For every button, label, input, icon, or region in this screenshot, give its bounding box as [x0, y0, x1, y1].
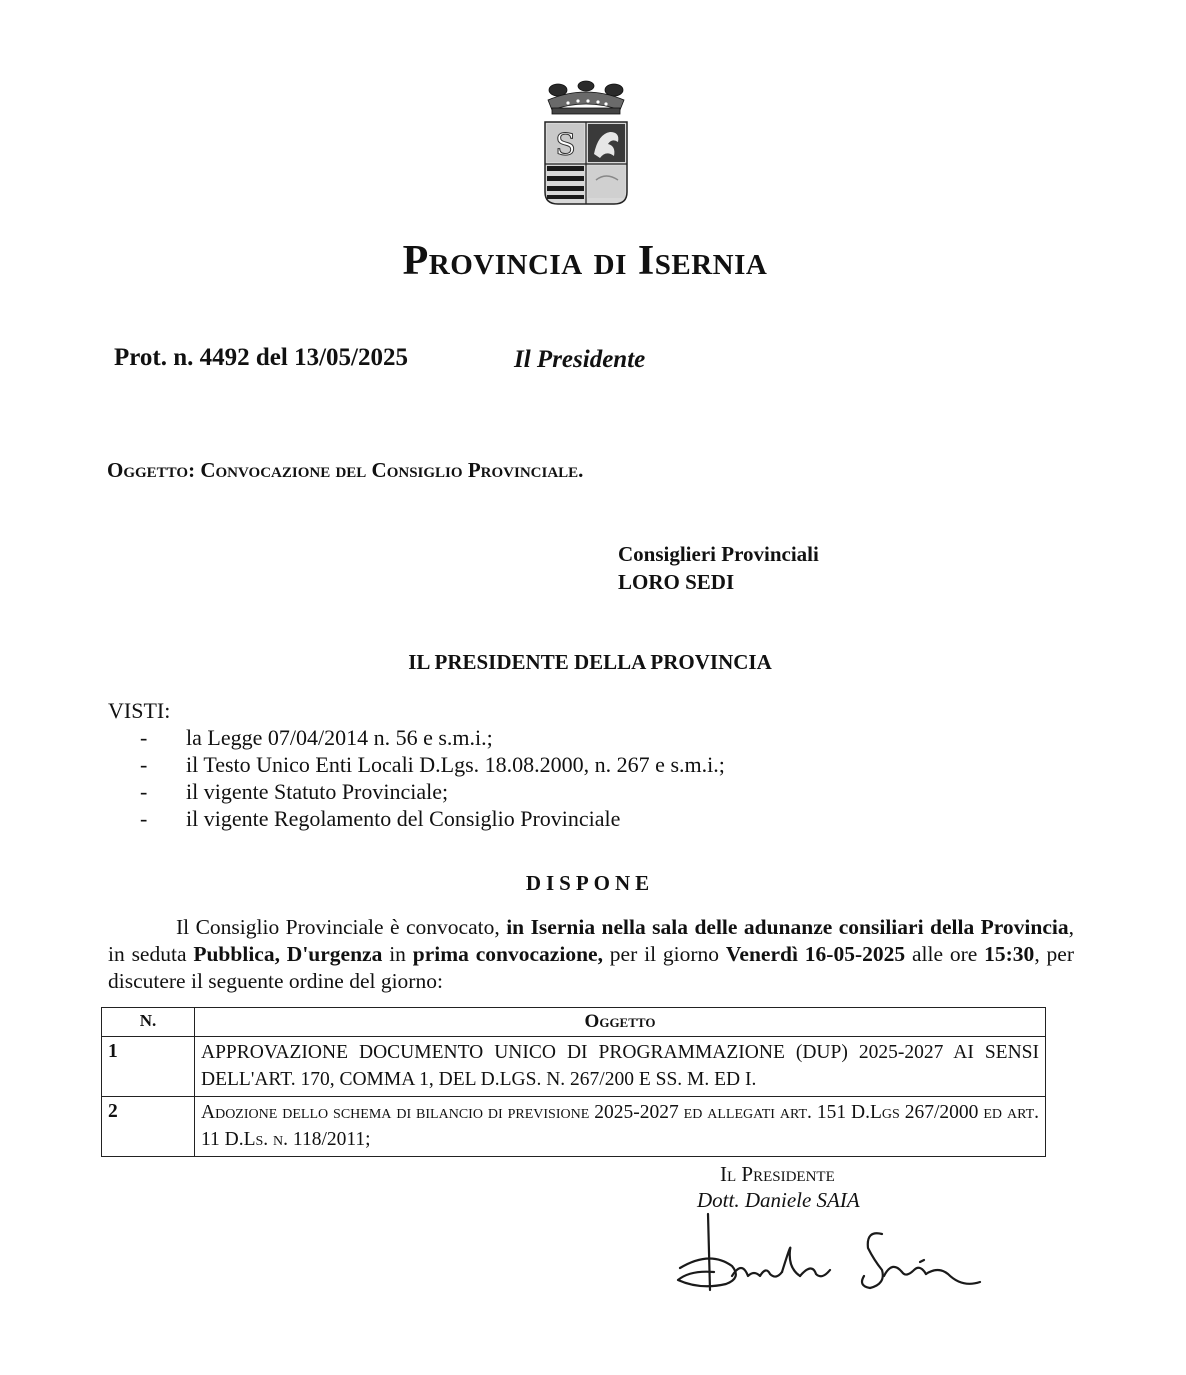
list-item-text: il vigente Regolamento del Consiglio Provinciale	[186, 806, 621, 831]
agenda-item-number: 1	[102, 1037, 195, 1097]
list-item	[140, 724, 725, 751]
document-title: Provincia di Isernia	[402, 238, 768, 284]
list-item-text: la Legge 07/04/2014 n. 56 e s.m.i.;	[186, 725, 493, 750]
list-item	[140, 751, 725, 778]
paragraph-location: in Isernia nella sala delle adunanze consiliari della Provincia	[506, 915, 1069, 939]
list-bullet: -	[140, 806, 148, 831]
section-heading: IL PRESIDENTE DELLA PROVINCIA	[408, 650, 772, 674]
list-bullet: -	[140, 752, 148, 777]
list-bullet: -	[140, 779, 148, 804]
visti-list	[140, 724, 725, 832]
svg-text:S: S	[555, 128, 576, 163]
list-item	[140, 805, 725, 832]
recipients-block	[618, 540, 819, 596]
handwritten-signature	[670, 1210, 1000, 1320]
agenda-item-number: 2	[102, 1097, 195, 1157]
paragraph-time: 15:30	[984, 942, 1035, 966]
table-header-row	[102, 1008, 1046, 1037]
paragraph-text: in	[382, 942, 413, 966]
column-header-number: N.	[102, 1008, 195, 1037]
paragraph-session-type: Pubblica, D'urgenza	[193, 942, 383, 966]
dispone-heading: DISPONE	[525, 871, 655, 895]
list-item-text: il Testo Unico Enti Locali D.Lgs. 18.08.2000, n. 267 e s.m.i.;	[186, 752, 725, 777]
column-header-subject: Oggetto	[195, 1008, 1046, 1037]
list-bullet: -	[140, 725, 148, 750]
list-item-text: il vigente Statuto Provinciale;	[186, 779, 449, 804]
protocol-number: Prot. n. 4492 del 13/05/2025	[114, 344, 408, 371]
recipients-line-1: Consiglieri Provinciali	[618, 542, 819, 566]
signature-name: Dott. Daniele SAIA	[697, 1188, 860, 1212]
paragraph-text: , per discutere il seguente ordine del giorno:	[108, 942, 1074, 993]
paragraph-convocation: prima convocazione,	[412, 942, 603, 966]
author-role: Il Presidente	[514, 346, 646, 373]
agenda-item-subject: APPROVAZIONE DOCUMENTO UNICO DI PROGRAMMAZIONE (DUP) 2025-2027 AI SENSI DELL'ART. 170, COMMA 1, DEL D.LGS. N. 267/200 E SS. M. ED I.	[195, 1037, 1046, 1097]
paragraph-date: Venerdì 16-05-2025	[725, 942, 906, 966]
convocation-paragraph	[108, 914, 1074, 995]
list-item	[140, 778, 725, 805]
signature-title: Il Presidente	[720, 1162, 835, 1186]
paragraph-text: per il giorno	[602, 942, 726, 966]
provincial-coat-of-arms-icon	[540, 80, 632, 210]
table-row	[102, 1037, 1046, 1097]
paragraph-text: Il Consiglio Provinciale è convocato,	[176, 915, 507, 939]
recipients-line-2: LORO SEDI	[618, 570, 735, 594]
paragraph-text: alle ore	[905, 942, 985, 966]
subject-line: Oggetto: Convocazione del Consiglio Provinciale.	[107, 458, 584, 482]
visti-label: VISTI:	[108, 698, 171, 723]
agenda-table	[101, 1007, 1046, 1157]
paragraph-text: , in seduta	[108, 915, 1074, 966]
table-row	[102, 1097, 1046, 1157]
agenda-item-subject: Adozione dello schema di bilancio di previsione 2025-2027 ed allegati art. 151 D.Lgs 267/2000 ed art. 11 D.Ls. n. 118/2011;	[195, 1097, 1046, 1157]
